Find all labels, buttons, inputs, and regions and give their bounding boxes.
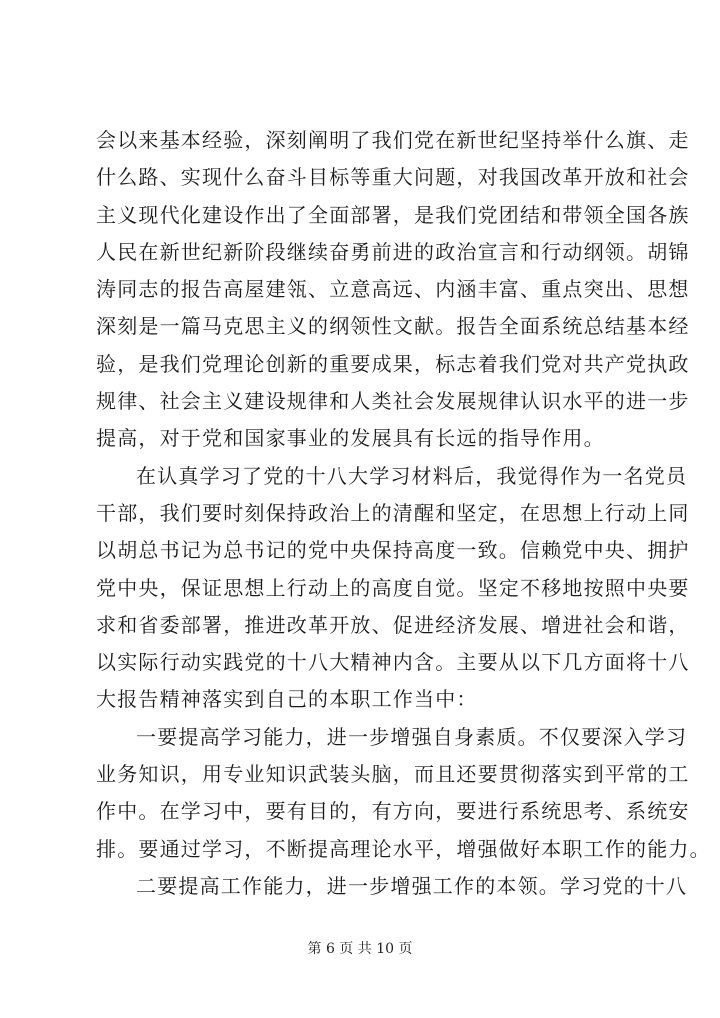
text-line: 求和省委部署，推进改革开放、促进经济发展、增进社会和谐， — [96, 612, 690, 637]
text-line: 排。要通过学习，不断提高理论水平，增强做好本职工作的能力。 — [96, 836, 711, 861]
paragraph-first-line: 一要提高学习能力，进一步增强自身素质。不仅要深入学习 — [136, 724, 688, 749]
text-line: 干部，我们要时刻保持政治上的清醒和坚定，在思想上行动上同 — [96, 500, 690, 525]
text-line: 业务知识，用专业知识武装头脑，而且还要贯彻落实到平常的工 — [96, 762, 690, 787]
text-line: 以胡总书记为总书记的党中央保持高度一致。信赖党中央、拥护 — [96, 538, 690, 563]
text-line: 涛同志的报告高屋建瓴、立意高远、内涵丰富、重点突出、思想 — [96, 277, 690, 302]
text-line: 党中央，保证思想上行动上的高度自觉。坚定不移地按照中央要 — [96, 575, 690, 600]
paragraph-first-line: 在认真学习了党的十八大学习材料后，我觉得作为一名党员 — [136, 463, 688, 488]
text-line: 大报告精神落实到自己的本职工作当中： — [96, 687, 478, 712]
text-line: 人民在新世纪新阶段继续奋勇前进的政治宣言和行动纲领。胡锦 — [96, 239, 690, 264]
text-line: 主义现代化建设作出了全面部署，是我们党团结和带领全国各族 — [96, 202, 690, 227]
text-line: 规律、社会主义建设规律和人类社会发展规律认识水平的进一步 — [96, 389, 690, 414]
text-line: 提高，对于党和国家事业的发展具有长远的指导作用。 — [96, 426, 605, 451]
text-line: 什么路、实现什么奋斗目标等重大问题，对我国改革开放和社会 — [96, 165, 690, 190]
paragraph-first-line: 二要提高工作能力，进一步增强工作的本领。学习党的十八 — [136, 873, 688, 898]
text-line: 作中。在学习中，要有目的，有方向，要进行系统思考、系统安 — [96, 799, 690, 824]
page-number: 第 6 页 共 10 页 — [307, 941, 413, 957]
text-line: 深刻是一篇马克思主义的纲领性文献。报告全面系统总结基本经 — [96, 314, 690, 339]
text-line: 验，是我们党理论创新的重要成果，标志着我们党对共产党执政 — [96, 351, 690, 376]
text-line: 以实际行动实践党的十八大精神内含。主要从以下几方面将十八 — [96, 650, 690, 675]
text-line: 会以来基本经验，深刻阐明了我们党在新世纪坚持举什么旗、走 — [96, 128, 690, 152]
page-footer — [0, 938, 720, 958]
body-text — [96, 122, 711, 905]
